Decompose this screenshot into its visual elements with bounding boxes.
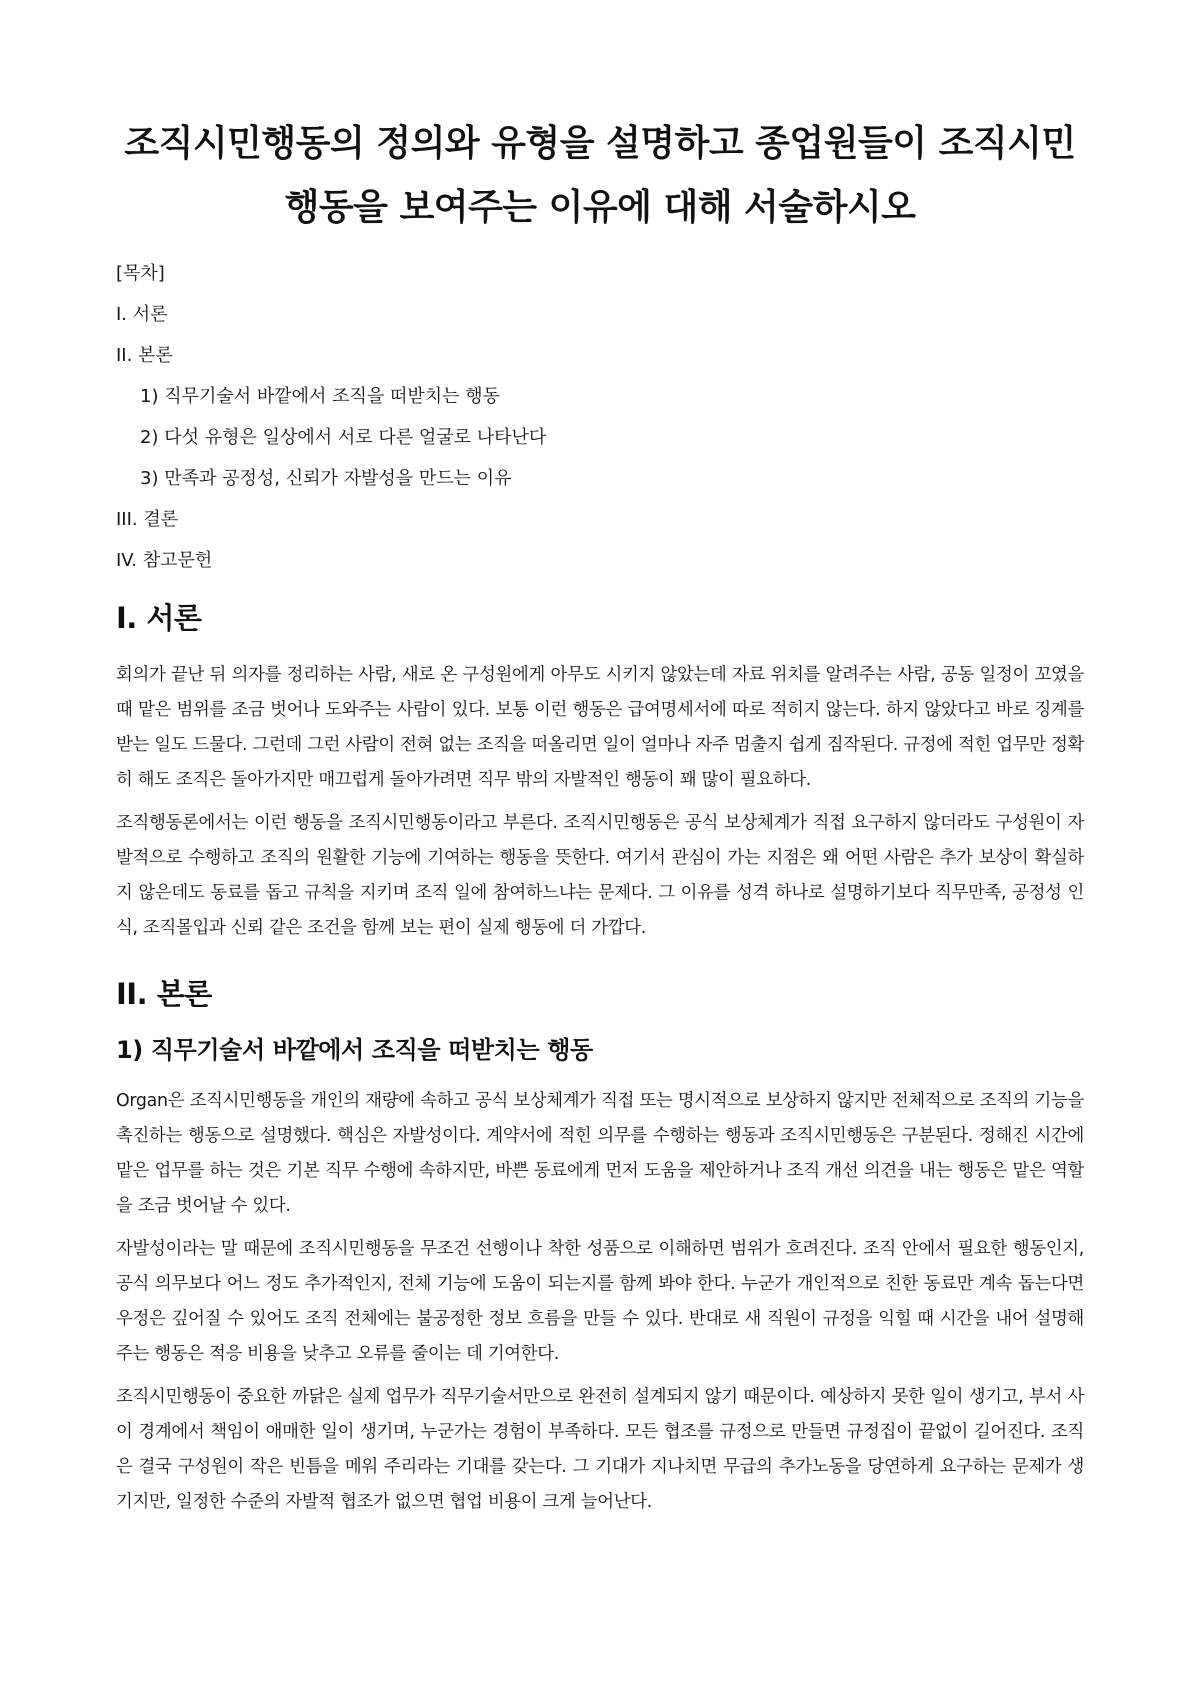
table-of-contents: [116, 262, 1084, 572]
subsection-heading: 1) 직무기술서 바깥에서 조직을 떠받치는 행동: [116, 1036, 593, 1064]
toc-item: I. 서론: [116, 304, 168, 325]
toc-item: III. 결론: [116, 509, 179, 530]
toc-item: II. 본론: [116, 345, 173, 366]
paragraph: 조직행동론에서는 이런 행동을 조직시민행동이라고 부른다. 조직시민행동은 공식 보상체계가 직접 요구하지 않더라도 구성원이 자발적으로 수행하고 조직의 원활한 기능에 기여하는 행동을 뜻한다. 여기서 관심이 가는 지점은 왜 어떤 사람은 추가 보상이 확실하지 않은데도 동료를 돕고 규칙을 지키며 조직 일에 참여하느냐는 문제다. 그 이유를 성격 하나로 설명하기보다 직무만족, 공정성 인식, 조직몰입과 신뢰 같은 조건을 함께 보는 편이 실제 행동에 더 가깝다.: [116, 813, 1084, 938]
paragraph: 자발성이라는 말 때문에 조직시민행동을 무조건 선행이나 착한 성품으로 이해하면 범위가 흐려진다. 조직 안에서 필요한 행동인지, 공식 의무보다 어느 정도 추가적인지, 전체 기능에 도움이 되는지를 함께 봐야 한다. 누군가 개인적으로 친한 동료만 계속 돕는다면 우정은 깊어질 수 있어도 조직 전체에는 불공정한 정보 흐름을 만들 수 있다. 반대로 새 직원이 규정을 익힐 때 시간을 내어 설명해 주는 행동은 적응 비용을 낮추고 오류를 줄이는 데 기여한다.: [116, 1239, 1084, 1364]
paragraph: 조직시민행동이 중요한 까닭은 실제 업무가 직무기술서만으로 완전히 설계되지 않기 때문이다. 예상하지 못한 일이 생기고, 부서 사이 경계에서 책임이 애매한 일이 생기며, 누군가는 경험이 부족하다. 모든 협조를 규정으로 만들면 규정집이 끝없이 길어진다. 조직은 결국 구성원이 작은 빈틈을 메워 주리라는 기대를 갖는다. 그 기대가 지나치면 무급의 추가노동을 당연하게 요구하는 문제가 생기지만, 일정한 수준의 자발적 협조가 없으면 협업 비용이 크게 늘어난다.: [116, 1387, 1084, 1512]
toc-item: IV. 참고문헌: [116, 550, 213, 571]
paragraph: 회의가 끝난 뒤 의자를 정리하는 사람, 새로 온 구성원에게 아무도 시키지 않았는데 자료 위치를 알려주는 사람, 공동 일정이 꼬였을 때 맡은 범위를 조금 벗어나 도와주는 사람이 있다. 보통 이런 행동은 급여명세서에 따로 적히지 않는다. 하지 않았다고 바로 징계를 받는 일도 드물다. 그런데 그런 사람이 전혀 없는 조직을 떠올리면 일이 얼마나 자주 멈출지 쉽게 짐작된다. 규정에 적힌 업무만 정확히 해도 조직은 돌아가지만 매끄럽게 돌아가려면 직무 밖의 자발적인 행동이 꽤 많이 필요하다.: [116, 665, 1084, 790]
toc-heading: [목차]: [116, 263, 165, 284]
section-heading-intro: I. 서론: [116, 601, 202, 635]
document-title: 조직시민행동의 정의와 유형을 설명하고 종업원들이 조직시민행동을 보여주는 이유에 대해 서술하시오: [124, 123, 1076, 228]
toc-subitem: 1) 직무기술서 바깥에서 조직을 떠받치는 행동: [140, 386, 501, 407]
section-heading-body: II. 본론: [116, 977, 212, 1011]
toc-subitem: 3) 만족과 공정성, 신뢰가 자발성을 만드는 이유: [140, 468, 512, 489]
toc-subitem: 2) 다섯 유형은 일상에서 서로 다른 얼굴로 나타난다: [140, 427, 547, 448]
paragraph: Organ은 조직시민행동을 개인의 재량에 속하고 공식 보상체계가 직접 또는 명시적으로 보상하지 않지만 전체적으로 조직의 기능을 촉진하는 행동으로 설명했다. 핵심은 자발성이다. 계약서에 적힌 의무를 수행하는 행동과 조직시민행동은 구분된다. 정해진 시간에 맡은 업무를 하는 것은 기본 직무 수행에 속하지만, 바쁜 동료에게 먼저 도움을 제안하거나 조직 개선 의견을 내는 행동은 맡은 역할을 조금 벗어날 수 있다.: [116, 1091, 1084, 1216]
